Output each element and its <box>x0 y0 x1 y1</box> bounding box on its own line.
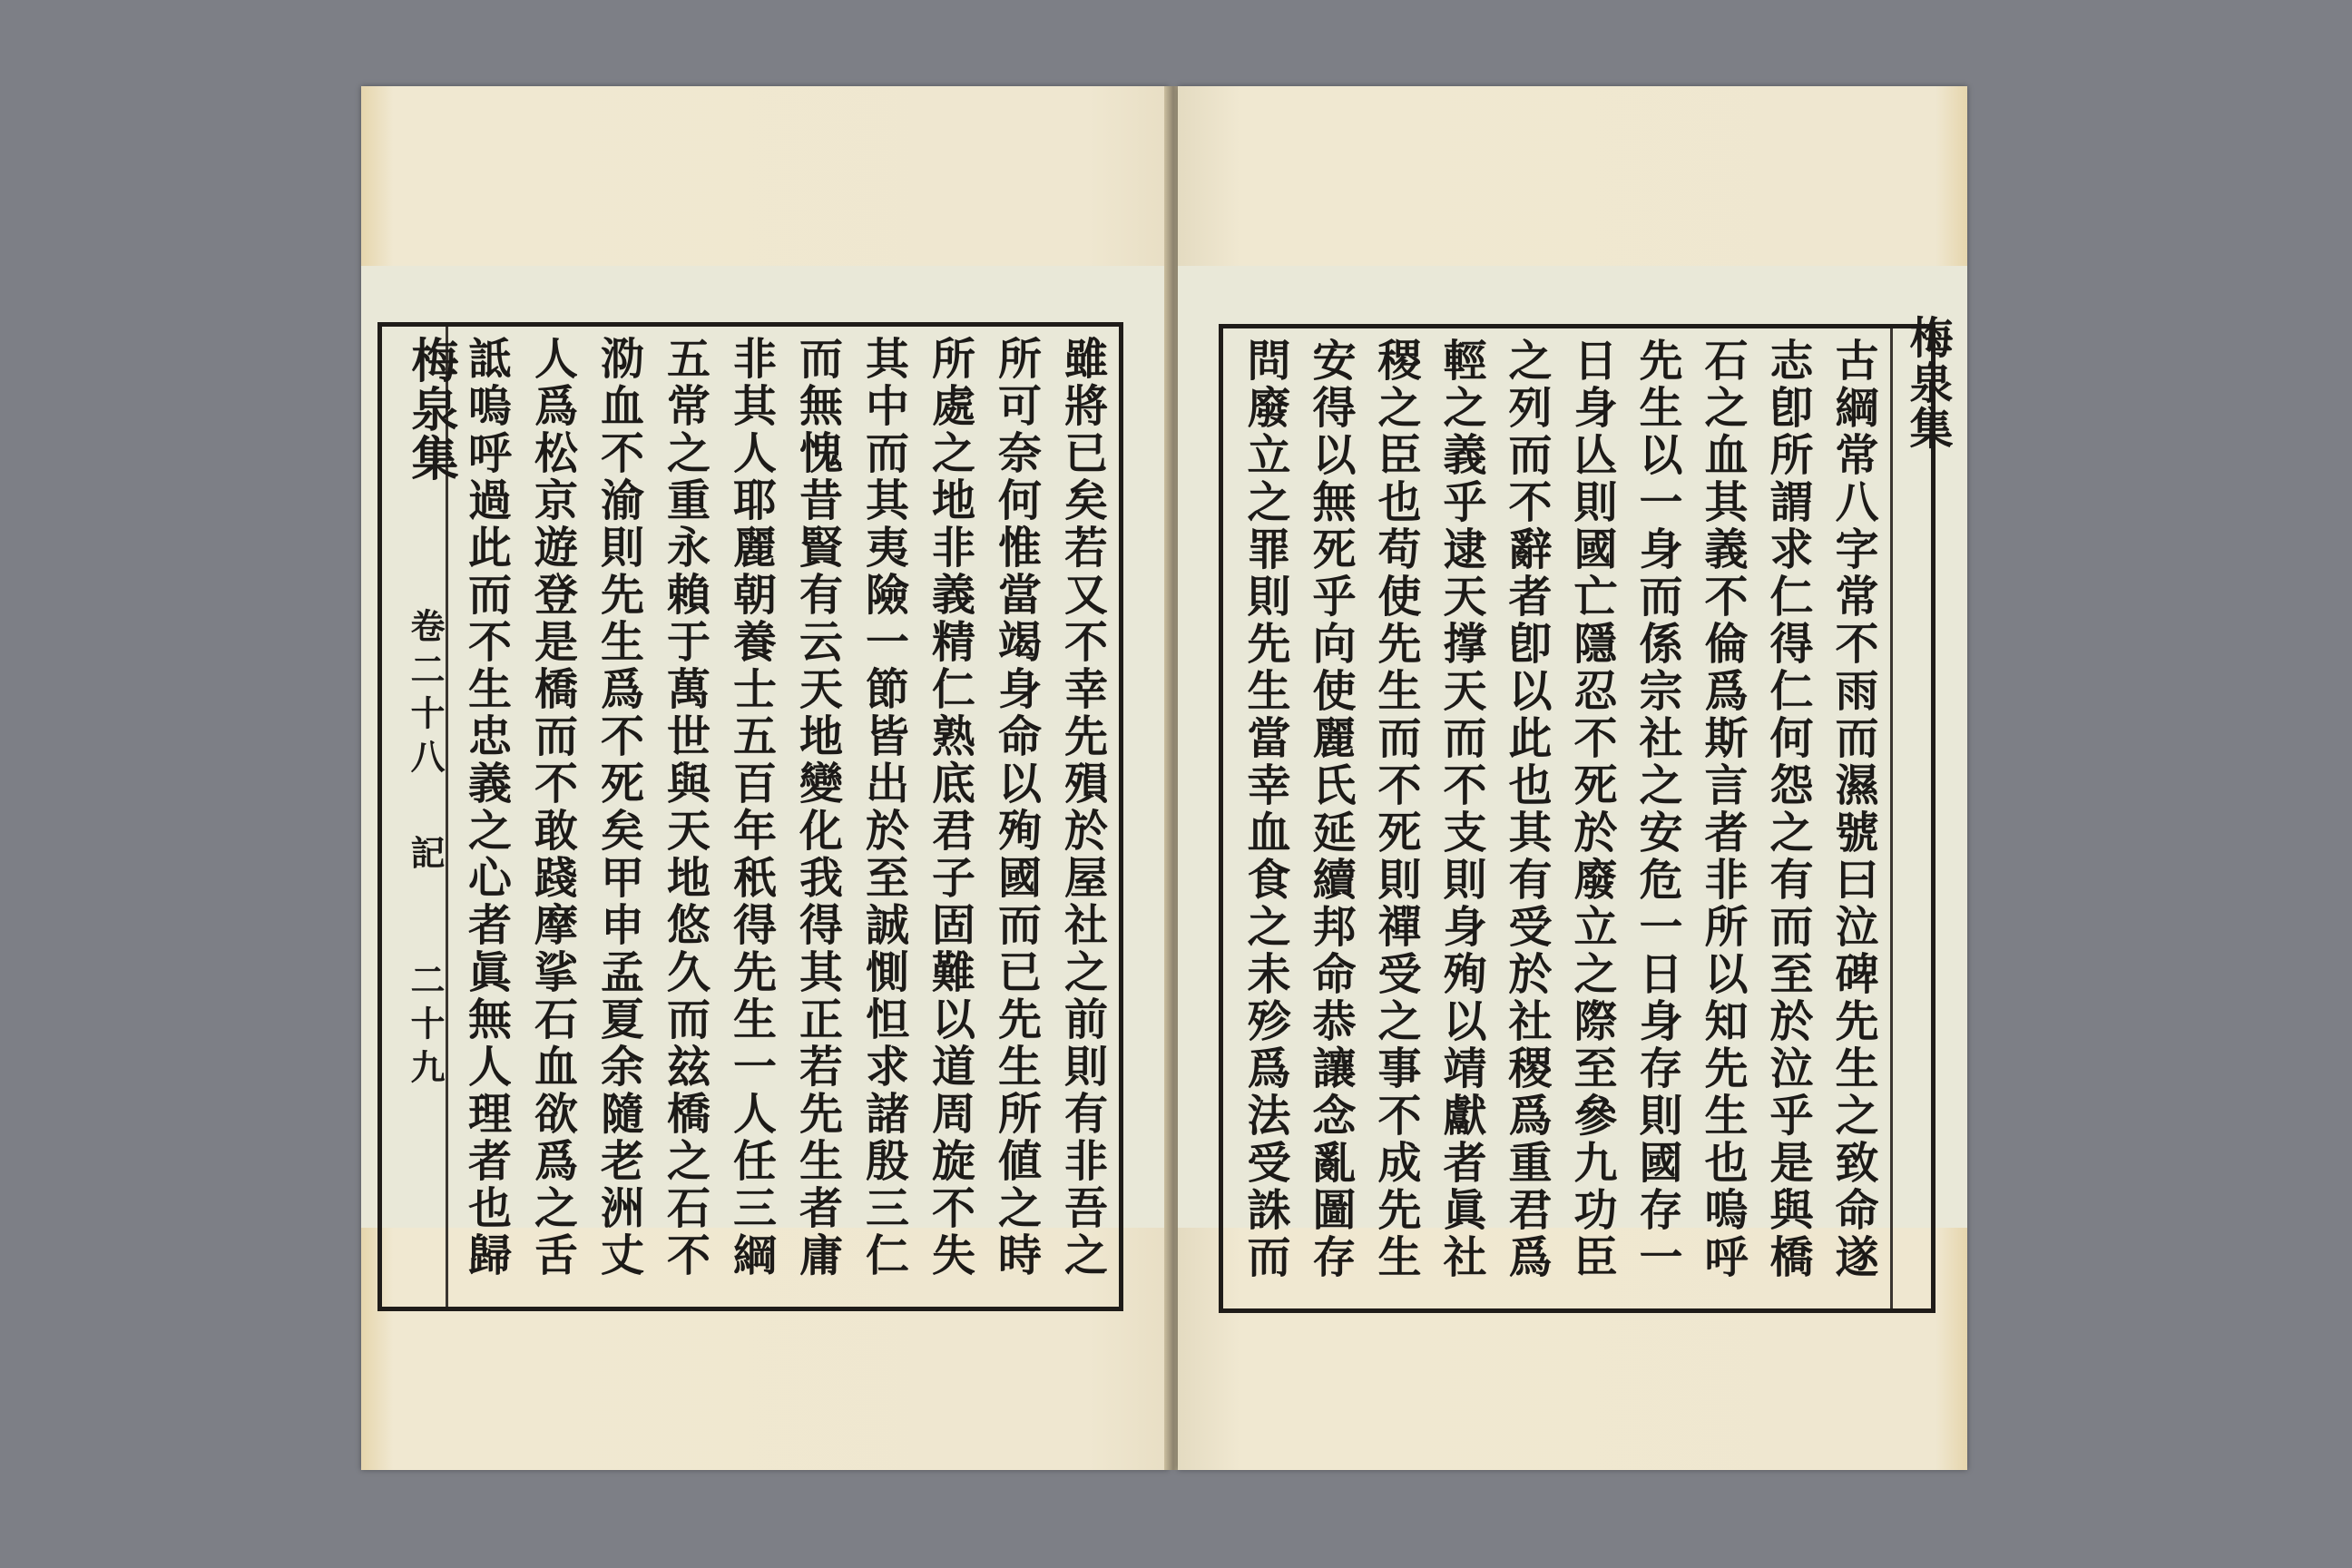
right-column-7: 輕之義乎逮天撑天而不支則身殉以靖獻者眞社 <box>1436 338 1486 1281</box>
left-margin-volume: 卷二十八 <box>405 608 446 782</box>
left-column-2: 所可奈何惟當竭身命以殉國而已先生所値之時 <box>990 336 1042 1279</box>
left-column-3: 所處之地非義精仁熟底君子固難以道周旋不失 <box>924 336 975 1279</box>
right-text-columns <box>1232 338 1886 1299</box>
right-column-4: 先生以一身而係宗社之安危一日身存則國存一 <box>1632 338 1682 1281</box>
left-column-9: 人爲松京遊登是橋而不敢踐摩挲石血欲爲之舌 <box>526 336 578 1279</box>
right-column-5: 日身亾則國亡隱忍不死於廢立之際至參九功臣 <box>1566 338 1617 1281</box>
left-column-6: 非其人耶麗朝養士五百年秖得先生一人任三綱 <box>725 336 777 1279</box>
left-text-columns <box>453 336 1115 1298</box>
open-book <box>361 86 1967 1470</box>
left-margin-section: 記 <box>405 835 446 869</box>
left-margin-title: 梅泉集 <box>403 336 458 483</box>
right-margin-title: 梅泉集 <box>1902 315 1953 451</box>
left-column-1: 雖將已矣若又不幸先殞於屋社之前則有非吾之 <box>1056 336 1108 1279</box>
right-margin-rule <box>1890 328 1893 1308</box>
right-column-1: 古綱常八字常不雨而濕號曰泣碑先生之致命遂 <box>1828 338 1878 1281</box>
right-text-frame <box>1219 315 1953 1313</box>
left-column-7: 五常之重永賴于萬世與天地悠久而玆橋之石不 <box>659 336 710 1279</box>
right-column-8: 稷之臣也苟使先生而不死則禪受之事不成先生 <box>1370 338 1421 1281</box>
right-column-2: 志卽所謂求仁得仁何怨之有而至於泣乎是與橋 <box>1762 338 1813 1281</box>
left-page <box>361 86 1169 1470</box>
right-column-6: 之列而不辭者卽以此也其有受於社稷爲重君爲 <box>1501 338 1552 1281</box>
left-column-4: 其中而其夷險一節皆出於至誠惻怛求諸殷三仁 <box>858 336 909 1279</box>
left-text-frame <box>377 322 1123 1311</box>
right-column-3: 石之血其義不倫爲斯言者非所以知先生也嗚呼 <box>1697 338 1748 1281</box>
left-column-10: 詆嗚呼過此而不生忠義之心者眞無人理者也歸 <box>460 336 512 1279</box>
left-column-5: 而無愧昔賢有云天地變化我得其正若先生者庸 <box>791 336 843 1279</box>
right-column-9: 安得以無死乎向使麗氏延續邦命恭讓念亂圖存 <box>1305 338 1356 1281</box>
left-column-8: 泐血不渝則先生爲不死矣甲申孟夏余隨老洲丈 <box>593 336 644 1279</box>
right-column-10: 問廢立之罪則先生當幸血食之未殄爲法受誅而 <box>1240 338 1290 1281</box>
right-page <box>1178 86 1967 1470</box>
left-margin-page-number: 二十九 <box>405 962 446 1093</box>
